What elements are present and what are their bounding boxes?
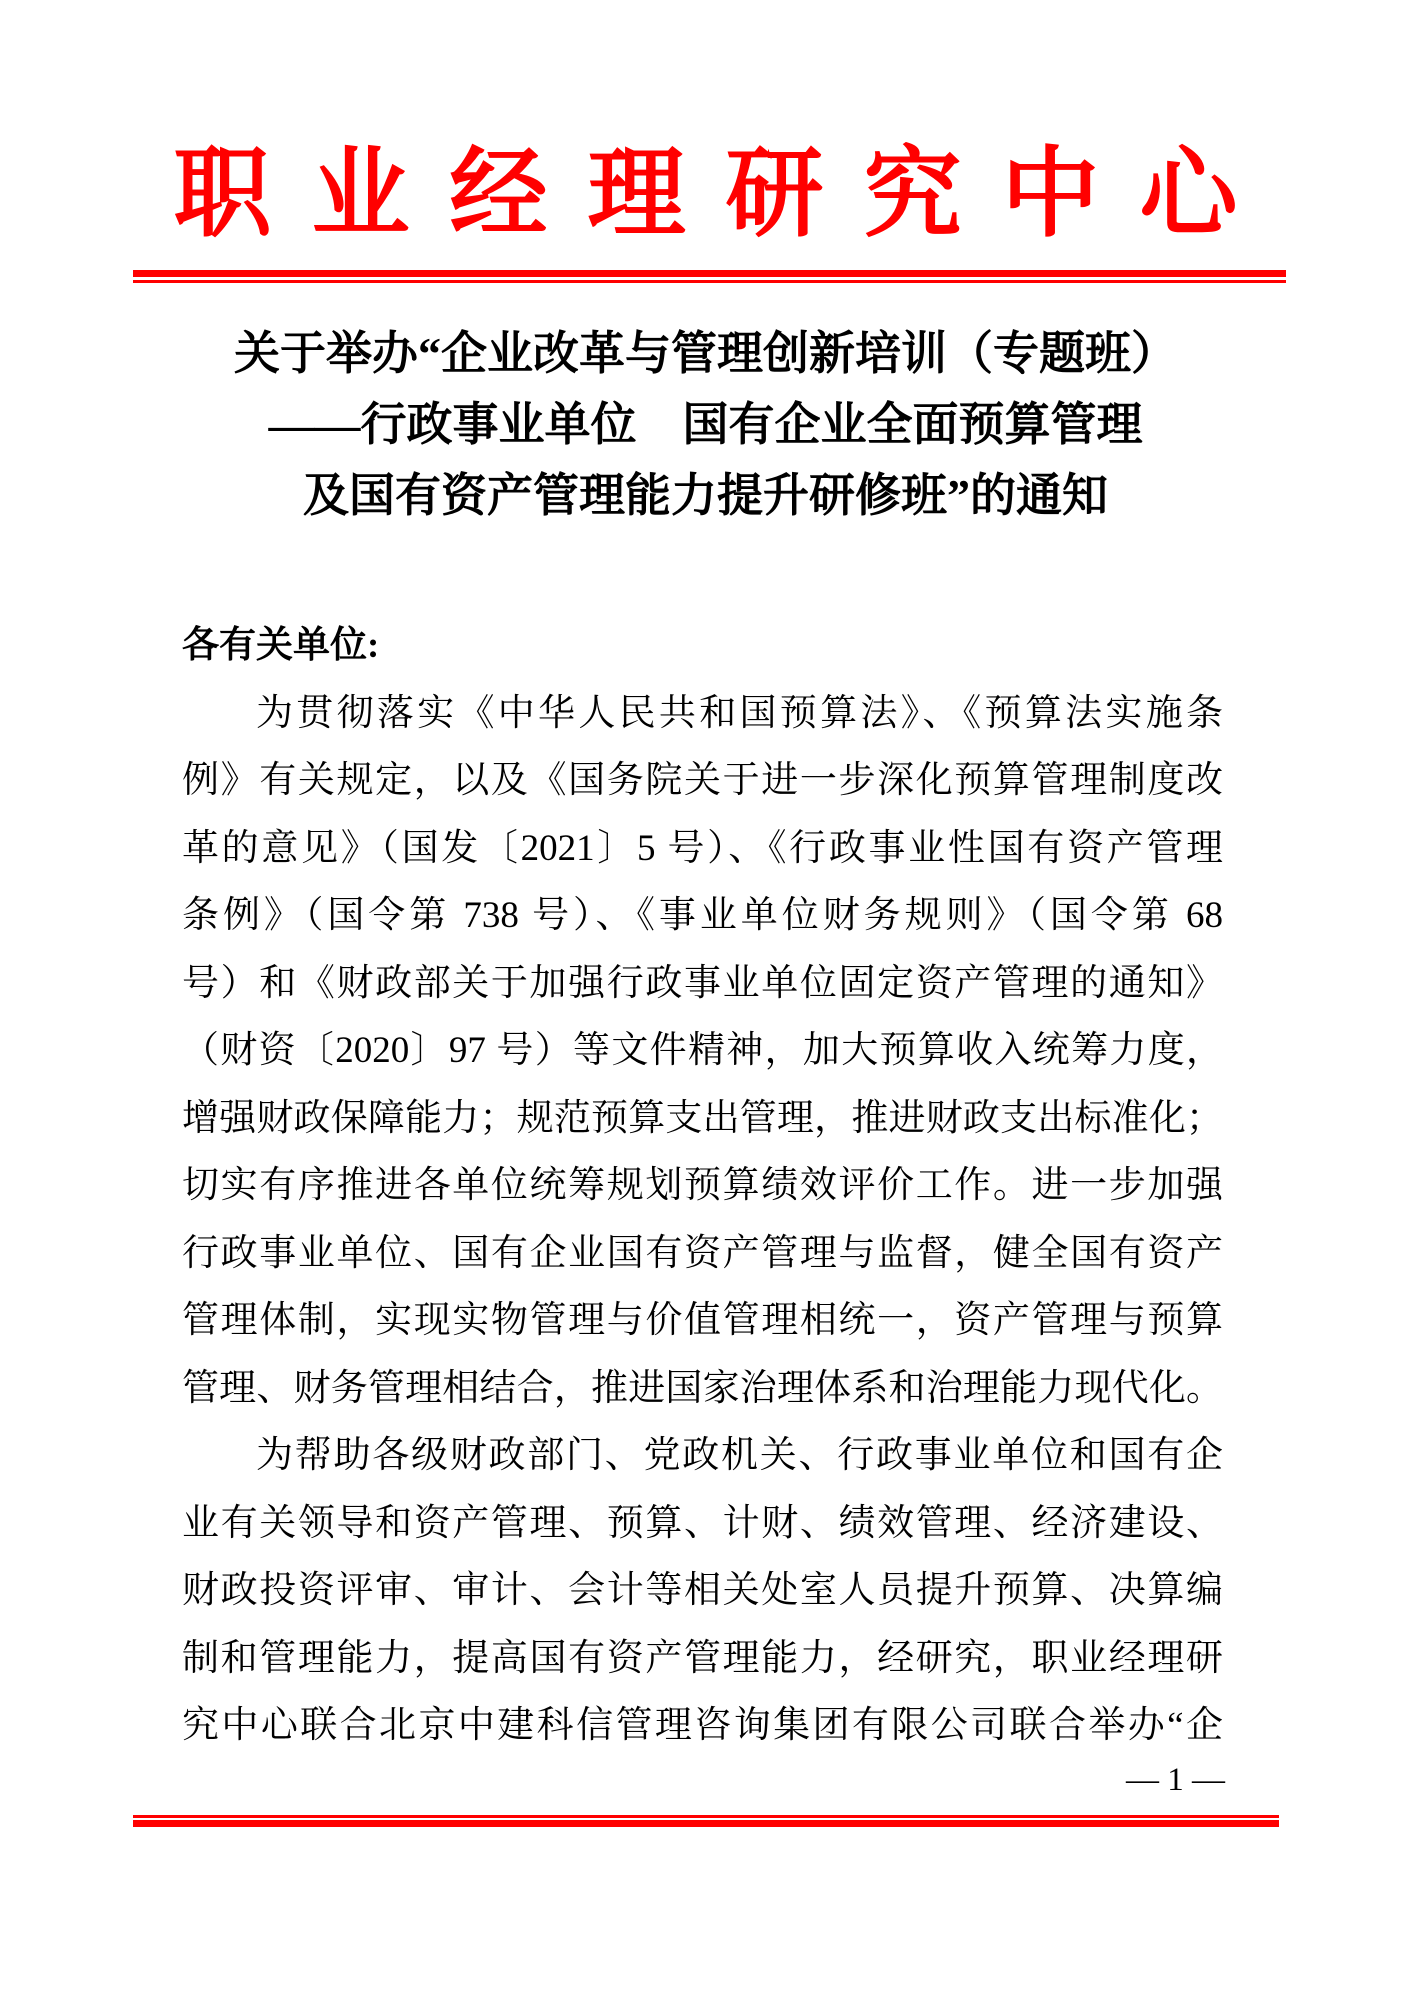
body-line: 为贯彻落实《中华人民共和国预算法》、《预算法实施条: [256, 692, 1223, 734]
body-line: 管理、财务管理相结合，推进国家治理体系和治理能力现代化。: [182, 1367, 1223, 1409]
body-line: 究中心联合北京中建科信管理咨询集团有限公司联合举办“企: [182, 1705, 1223, 1746]
salutation: 各有关单位:: [182, 625, 380, 666]
document-title: [0, 318, 1411, 531]
document-title-line-1: 关于举办“企业改革与管理创新培训（专题班）: [234, 328, 1177, 379]
body-line: 例》有关规定，以及《国务院关于进一步深化预算管理制度改: [182, 760, 1223, 801]
body-line: 行政事业单位、国有企业国有资产管理与监督，健全国有资产: [182, 1232, 1223, 1274]
body-line: 增强财政保障能力；规范预算支出管理，推进财政支出标准化；: [182, 1097, 1223, 1139]
document-title-line-2: ——行政事业单位 国有企业全面预算管理: [268, 399, 1143, 450]
body-line: 革的意见》（国发〔2021〕5 号）、《行政事业性国有资产管理: [182, 827, 1223, 869]
letterhead-org-name: 职业经理研究中心: [173, 141, 1278, 249]
footer-double-rule: [133, 1815, 1279, 1827]
body-line: 号）和《财政部关于加强行政事业单位固定资产管理的通知》: [182, 962, 1223, 1004]
body-line: （财资〔2020〕97 号）等文件精神，加大预算收入统筹力度，: [182, 1030, 1223, 1071]
document-body: [182, 612, 1223, 1760]
body-line: 条例》（国令第 738 号）、《事业单位财务规则》（国令第 68: [182, 895, 1223, 936]
header-double-rule: [133, 270, 1286, 283]
footer-rule-thick-line: [133, 1820, 1279, 1827]
document-title-line-3: 及国有资产管理能力提升研修班”的通知: [303, 470, 1108, 521]
body-line: 制和管理能力，提高国有资产管理能力，经研究，职业经理研: [182, 1637, 1223, 1679]
body-line: 财政投资评审、审计、会计等相关处室人员提升预算、决算编: [182, 1570, 1223, 1611]
body-line: 为帮助各级财政部门、党政机关、行政事业单位和国有企: [256, 1435, 1223, 1476]
header-rule-thin-line: [133, 280, 1286, 283]
body-line: 切实有序推进各单位统筹规划预算绩效评价工作。进一步加强: [182, 1165, 1223, 1206]
page-number: — 1 —: [1126, 1762, 1225, 1798]
body-line: 管理体制，实现实物管理与价值管理相统一，资产管理与预算: [182, 1300, 1223, 1341]
header-rule-thick-line: [133, 270, 1286, 277]
body-line: 业有关领导和资产管理、预算、计财、绩效管理、经济建设、: [182, 1502, 1223, 1544]
